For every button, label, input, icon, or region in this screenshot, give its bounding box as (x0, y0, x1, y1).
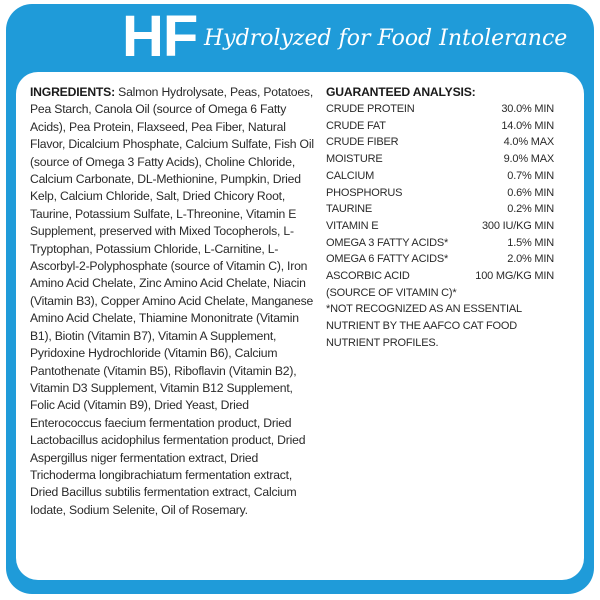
analysis-row-value: 0.7% MIN (507, 169, 554, 182)
analysis-row-name: TAURINE (326, 203, 373, 216)
analysis-row-name: CRUDE FIBER (326, 136, 399, 149)
analysis-row (326, 251, 554, 268)
header (6, 4, 594, 70)
analysis-row (326, 118, 554, 135)
analysis-row-value: 0.6% MIN (507, 186, 554, 199)
guaranteed-analysis (326, 84, 554, 352)
analysis-row-name: VITAMIN E (326, 219, 379, 232)
analysis-row (326, 134, 554, 151)
analysis-row (326, 185, 554, 202)
analysis-row-name: MOISTURE (326, 153, 383, 166)
analysis-row-name: CALCIUM (326, 169, 375, 182)
vitamin-c-source-note: (SOURCE OF VITAMIN C)* (326, 286, 457, 299)
analysis-row-value: 4.0% MAX (503, 136, 554, 149)
analysis-row (326, 101, 554, 118)
analysis-row-value: 0.2% MIN (507, 203, 554, 216)
analysis-row (326, 235, 554, 252)
info-card (16, 72, 584, 580)
analysis-row-name: OMEGA 6 FATTY ACIDS* (326, 253, 449, 266)
ingredients-text: Salmon Hydrolysate, Peas, Potatoes, Pea Starch, Canola Oil (source of Omega 6 Fatty Acids), Pea Protein, Flaxseed, Pea Fiber, Natural Flavor, Dicalcium Phosphate, Calcium Sulfate, Fish Oil (source of Omega 3 Fatty Acids), Choline Chloride, Calcium Carbonate, DL-Methionine, Pumpkin, Dried Kelp, Calcium Chloride, Salt, Dried Chicory Root, Taurine, Potassium Sulfate, L-Threonine, Vitamin E Supplement, preserved with Mixed Tocopherols, L-Tryptophan, Potassium Chloride, L-Carnitine, L-Ascorbyl-2-Polyphosphate (source of Vitamin C), Iron Amino Acid Chelate, Zinc Amino Acid Chelate, Niacin (Vitamin B3), Copper Amino Acid Chelate, Manganese Amino Acid Chelate, Thiamine Mononitrate (Vitamin B1), Biotin (Vitamin B7), Vitamin A Supplement, Pyridoxine Hydrochloride (Vitamin B6), Calcium Pantothenate (Vitamin B5), Riboflavin (Vitamin B2), Vitamin D3 Supplement, Vitamin B12 Supplement, Folic Acid (Vitamin B9), Dried Yeast, Dried Enterococcus faecium fermentation product, Dried Lactobacillus acidophilus fermentation product, Dried Aspergillus niger fermentation extract, Dried Trichoderma longibrachiatum fermentation extract, Dried Bacillus subtilis fermentation extract, Calcium Iodate, Sodium Selenite, Oil of Rosemary. (30, 85, 314, 517)
formula-code: HF (122, 4, 198, 69)
aafco-footnote: *NOT RECOGNIZED AS AN ESSENTIAL NUTRIENT BY THE AAFCO CAT FOOD NUTRIENT PROFILES. (326, 303, 522, 349)
analysis-row (326, 151, 554, 168)
analysis-row (326, 268, 554, 285)
analysis-row-value: 2.0% MIN (507, 253, 554, 266)
analysis-row-value: 300 IU/KG MIN (482, 219, 554, 232)
analysis-row (326, 201, 554, 218)
analysis-row (326, 218, 554, 235)
analysis-row-name: PHOSPHORUS (326, 186, 403, 199)
ingredients-block (30, 84, 320, 519)
analysis-row-value: 14.0% MIN (501, 119, 554, 132)
analysis-row-value: 30.0% MIN (501, 103, 554, 115)
analysis-row-name: CRUDE PROTEIN (326, 103, 415, 115)
formula-subtitle: Hydrolyzed for Food Intolerance (204, 26, 568, 51)
analysis-row (326, 168, 554, 185)
analysis-row-value: 100 MG/KG MIN (475, 270, 554, 283)
analysis-row-name: OMEGA 3 FATTY ACIDS* (326, 236, 449, 249)
analysis-row-name: ASCORBIC ACID (326, 270, 410, 283)
analysis-row-name: CRUDE FAT (326, 119, 386, 132)
ingredients-label: INGREDIENTS: (30, 85, 115, 99)
analysis-title: GUARANTEED ANALYSIS: (326, 85, 476, 99)
analysis-row-value: 9.0% MAX (503, 153, 554, 166)
analysis-row-value: 1.5% MIN (507, 236, 554, 249)
